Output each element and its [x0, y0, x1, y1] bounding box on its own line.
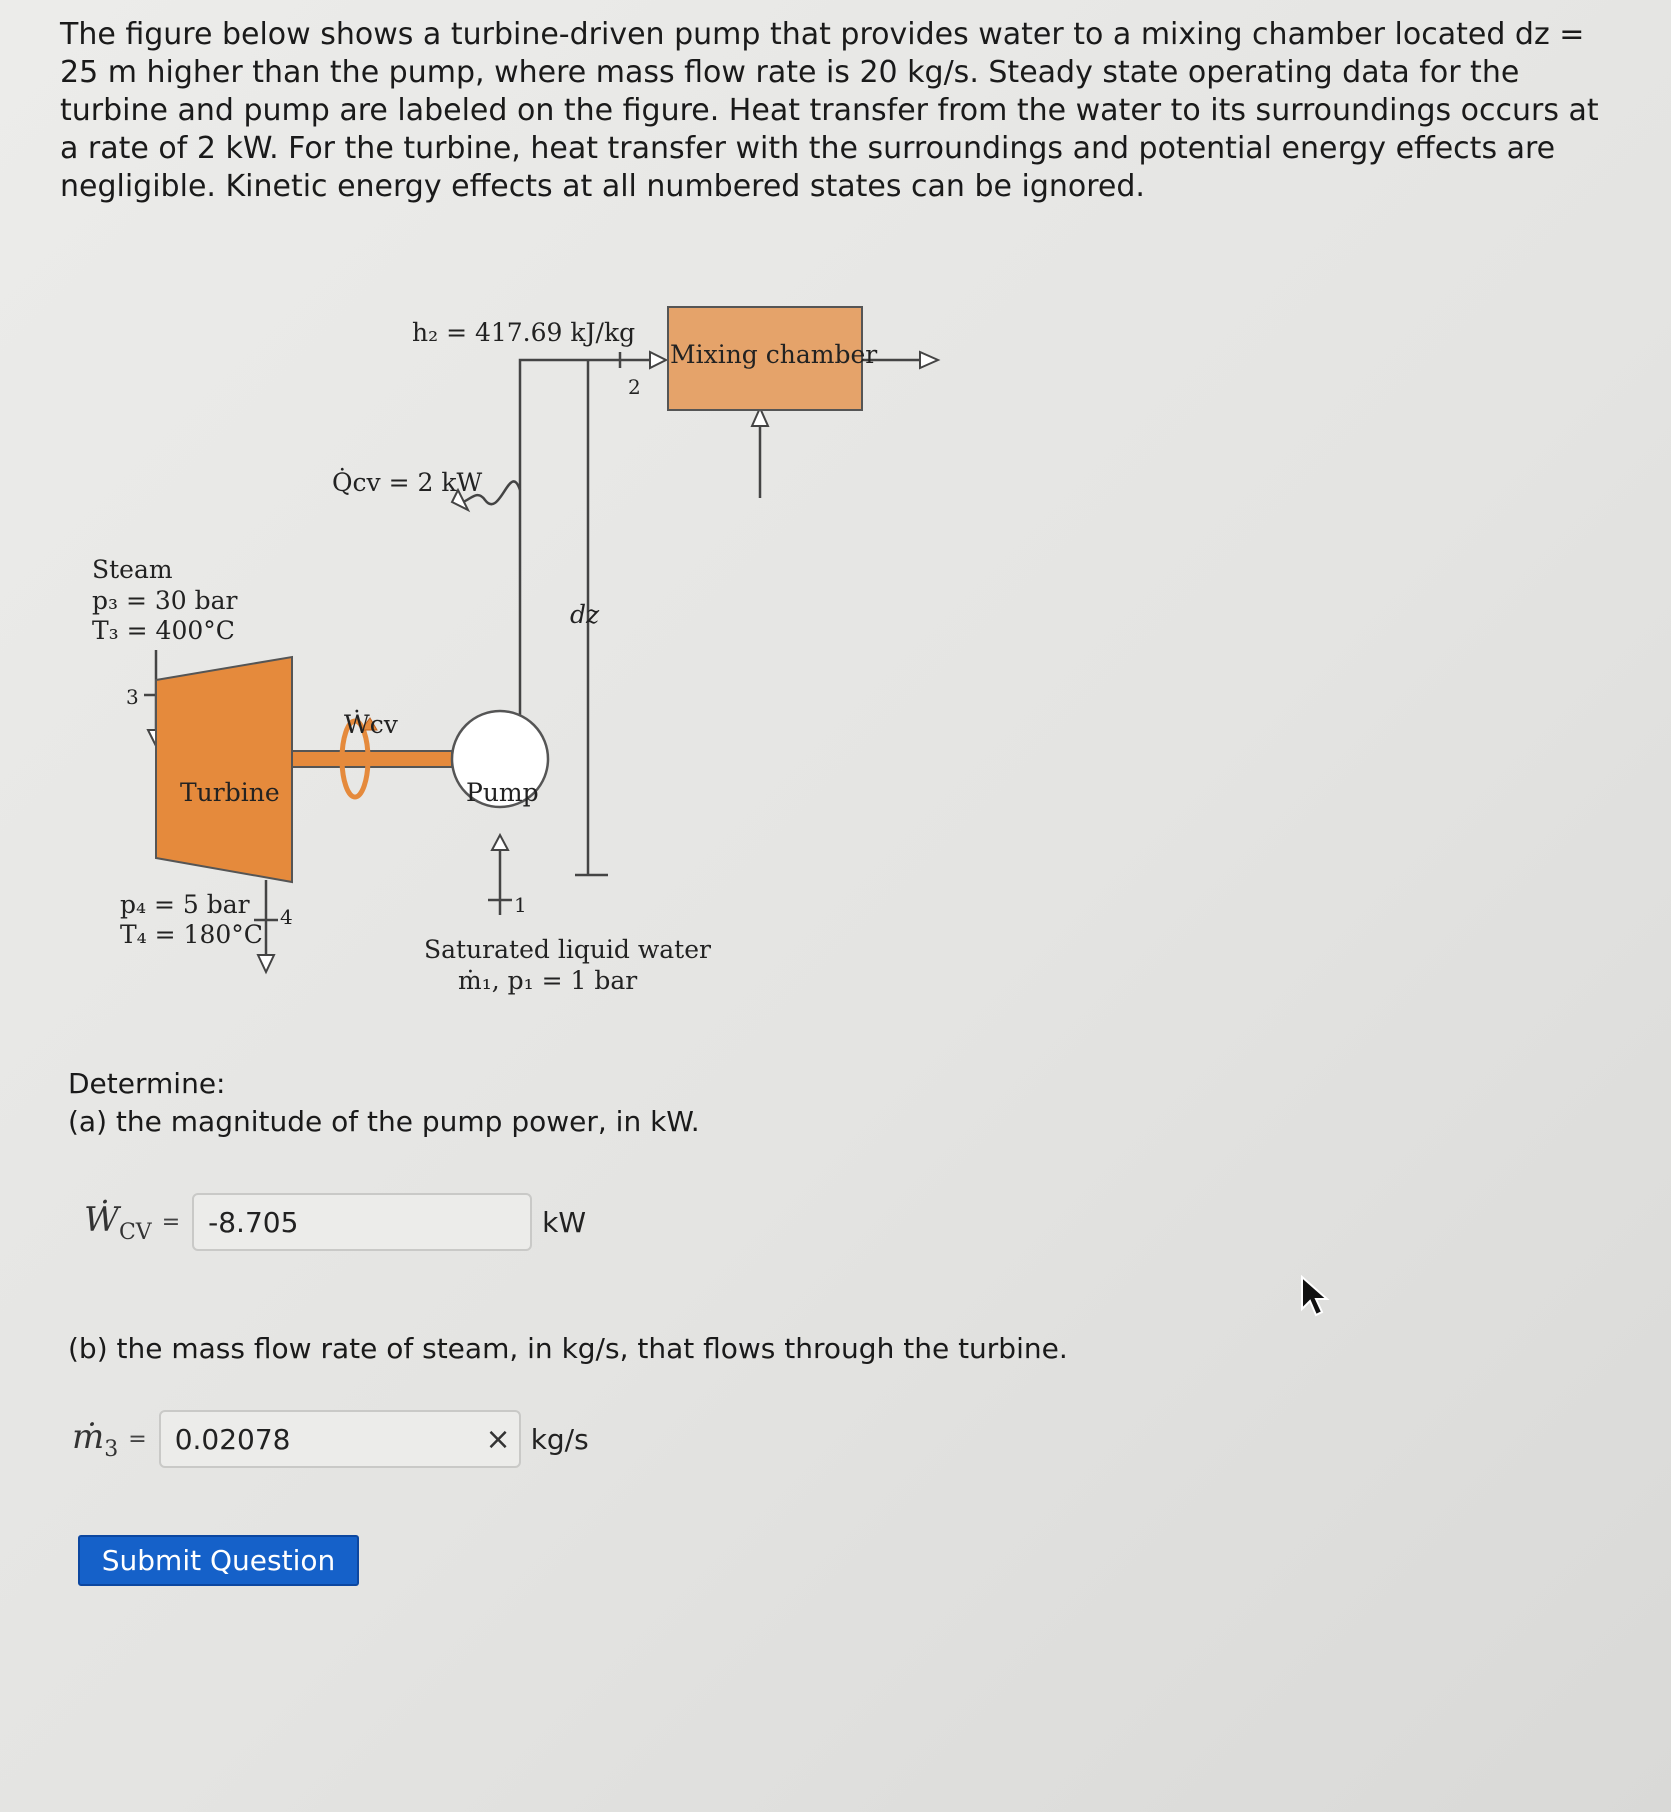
m3-symbol: $ṁ_3$ — [72, 1416, 119, 1462]
pipe-pump-outlet — [520, 360, 650, 750]
steam-mass-flow-input[interactable] — [159, 1410, 521, 1468]
part-b-question: (b) the mass flow rate of steam, in kg/s, that flows through the turbine. — [68, 1332, 1068, 1365]
mouse-cursor-icon — [1300, 1275, 1334, 1321]
problem-statement: The figure below shows a turbine-driven pump that provides water to a mixing chamber located dz = 25 m higher than the pump, where mass flow rate is 20 kg/s. Steady state operating data for the turbine and pump are labeled on the figure. Heat transfer from the water to its surroundings occurs at a rate of 2 kW. For the turbine, heat transfer with the surroundings and potential energy effects are negligible. Kinetic energy effects at all numbered states can be ignored. — [60, 17, 1599, 204]
dz-label: dz — [570, 600, 600, 629]
state-4-label: 4 — [280, 905, 293, 929]
qcv-label: Q̇cv = 2 kW — [332, 468, 483, 497]
t4-label: T₄ = 180°C — [120, 920, 263, 949]
answer-b-row — [72, 1410, 589, 1468]
submit-question-button[interactable]: Submit Question — [78, 1535, 359, 1586]
pump-label: Pump — [466, 778, 539, 807]
p3-label: p₃ = 30 bar — [92, 586, 238, 615]
incorrect-x-icon: × — [485, 1421, 511, 1457]
answer-a-row — [84, 1193, 586, 1251]
determine-heading: Determine: — [68, 1067, 226, 1100]
pump-power-input[interactable]: -8.705 — [192, 1193, 532, 1251]
saturated-liquid-label: Saturated liquid water — [424, 935, 711, 964]
turbine-label: Turbine — [180, 778, 280, 807]
state-3-label: 3 — [126, 685, 139, 709]
steam-label: Steam — [92, 555, 173, 584]
shaft — [292, 751, 452, 767]
part-a-question: (a) the magnitude of the pump power, in kW. — [68, 1105, 700, 1138]
schematic-figure — [80, 290, 980, 1030]
wcv-label: Ẇcv — [344, 710, 398, 739]
determine-block — [68, 1065, 700, 1141]
equals-sign: = — [161, 1209, 181, 1235]
turbine-body — [156, 657, 292, 882]
state-1-label: 1 — [514, 893, 527, 917]
h2-label: h₂ = 417.69 kJ/kg — [412, 318, 636, 347]
steam-mass-flow-value: 0.02078 — [174, 1422, 291, 1456]
state-2-label: 2 — [628, 375, 641, 399]
p4-label: p₄ = 5 bar — [120, 890, 250, 919]
m1-p1-label: ṁ₁, p₁ = 1 bar — [458, 966, 638, 995]
mixing-chamber-label: Mixing chamber — [670, 340, 878, 369]
equals-sign: = — [128, 1426, 147, 1452]
kw-unit: kW — [542, 1205, 587, 1239]
t3-label: T₃ = 400°C — [92, 616, 235, 645]
wcv-symbol: $Ẇ_{CV}$ — [84, 1199, 152, 1245]
kgs-unit: kg/s — [530, 1422, 589, 1456]
